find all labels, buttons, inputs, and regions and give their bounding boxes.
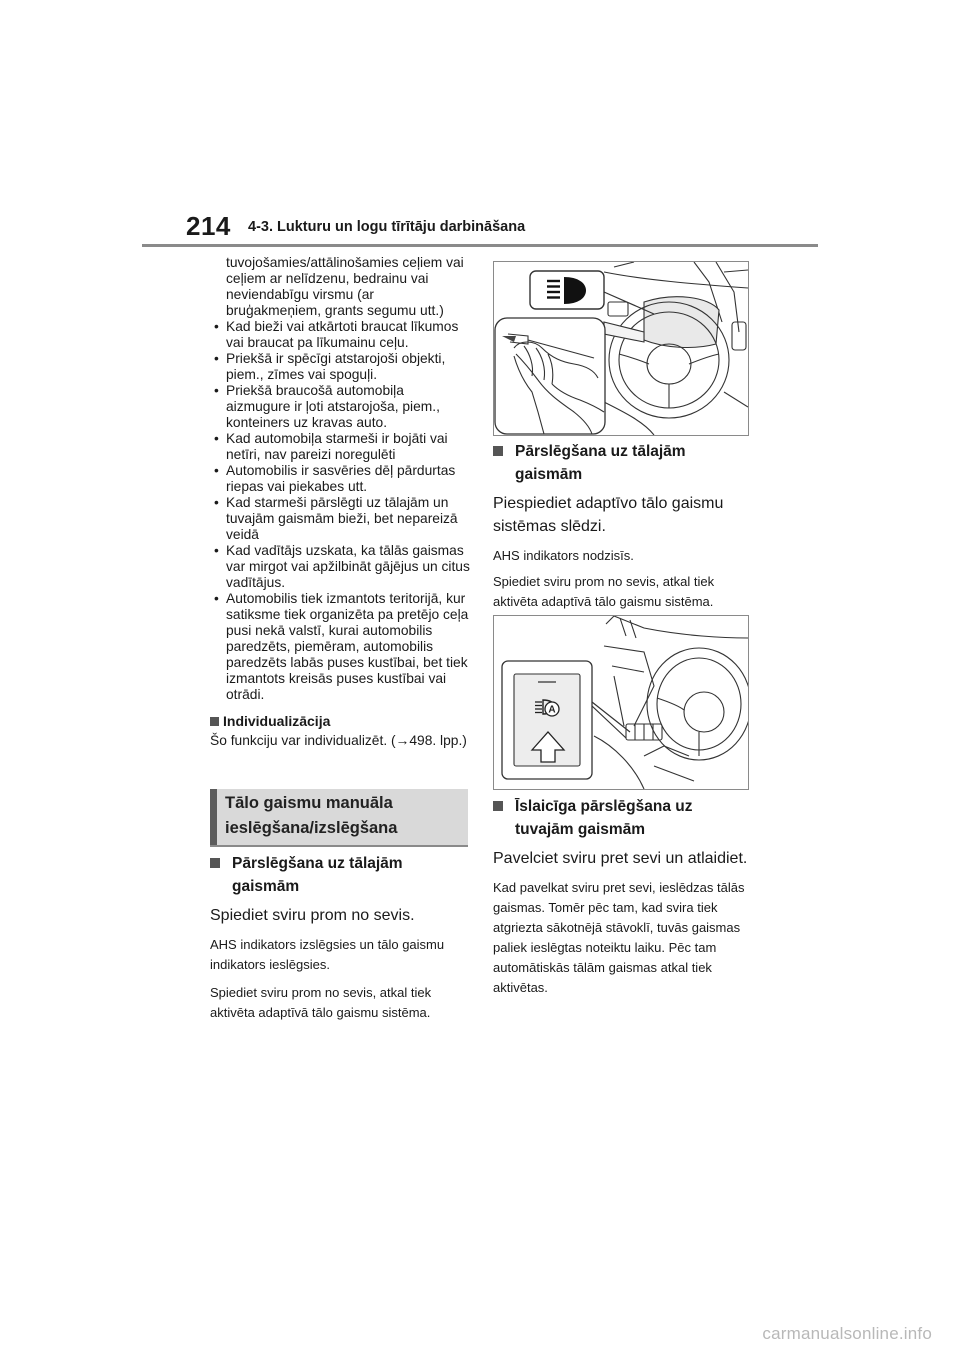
list-item: tuvojošamies/attālinošamies ceļiem vai ceļiem ar nelīdzenu, bedrainu vai neviendabīgu virsmu (ar bruģakmeņiem, grants segumu utt.) <box>226 255 464 318</box>
square-bullet-icon <box>210 858 220 868</box>
ahs-switch-illustration <box>493 615 749 790</box>
list-item: • Kad bieži vai atkārtoti braucat līkumos vai braucat pa līkumainu ceļu. <box>210 319 472 351</box>
header-divider <box>142 244 818 247</box>
section-heading: Tālo gaismu manuāla ieslēgšana/izslēgšana <box>225 794 398 837</box>
note-text: Spiediet sviru prom no sevis, atkal tiek aktivēta adaptīvā tālo gaismu sistēma. <box>493 574 715 609</box>
instruction-text: Piespiediet adaptīvo tālo gaismu sistēmas slēdzi. <box>493 495 724 535</box>
square-bullet-icon <box>493 446 503 456</box>
watermark: carmanualsonline.info <box>762 1324 932 1343</box>
note-text: AHS indikators nodzisīs. <box>493 548 634 563</box>
svg-text:A: A <box>548 704 556 716</box>
section-title: 4-3. Lukturu un logu tīrītāju darbināšana <box>248 219 526 235</box>
list-item: • Automobilis tiek izmantots teritorijā, kur satiksme tiek organizēta pa pretējo ceļa pusi nekā valstī, kurai automobilis paredzēts, piemēram, automobilis paredzēts labās puses kustībai, bet tiek izmantots kreisās puses kustībai vai otrādi. <box>210 591 472 703</box>
section-heading-box <box>210 789 468 845</box>
list-item: • Priekšā braucošā automobiļa aizmugure ir ļoti atstarojoša, piem., konteiners uz kravas auto. <box>210 383 472 431</box>
individualization-heading: Individualizācija <box>210 713 472 729</box>
list-item: • Priekšā ir spēcīgi atstarojoši objekti, piem., zīmes vai spoguļi. <box>210 351 472 383</box>
list-item: • Kad starmeši pārslēgti uz tālajām un tuvajām gaismām bieži, bet nepareizā veidā <box>210 495 472 543</box>
square-bullet-icon <box>210 717 219 726</box>
page-number: 214 <box>186 211 231 241</box>
flash-block <box>493 795 749 998</box>
note-text: AHS indikators izslēgsies un tālo gaismu indikators ieslēgsies. <box>210 937 445 972</box>
conditions-list <box>210 255 472 703</box>
note-text: Spiediet sviru prom no sevis, atkal tiek aktivēta adaptīvā tālo gaismu sistēma. <box>210 985 432 1020</box>
list-item: • Kad automobiļa starmeši ir bojāti vai netīri, nav pareizi noregulēti <box>210 431 472 463</box>
instruction-text: Pavelciet sviru pret sevi un atlaidiet. <box>493 850 748 867</box>
list-item: • Automobilis ir sasvēries dēļ pārdurtas riepas vai piekabes utt. <box>210 463 472 495</box>
lever-drawing <box>494 262 748 435</box>
square-bullet-icon <box>493 801 503 811</box>
subsection-heading: Īslaicīga pārslēgšana uz tuvajām gaismām <box>493 795 749 841</box>
switch-drawing <box>494 616 748 789</box>
instruction-text: Spiediet sviru prom no sevis. <box>210 907 415 924</box>
list-item: • Kad vadītājs uzskata, ka tālās gaismas var mirgot vai apžilbināt gājējus un citus vadītājus. <box>210 543 472 591</box>
subsection-heading: Pārslēgšana uz tālajām gaismām <box>210 852 472 898</box>
subsection-heading: Pārslēgšana uz tālajām gaismām <box>493 440 749 486</box>
manual-high-beam-block <box>210 852 472 1023</box>
lever-illustration <box>493 261 749 436</box>
note-text: Kad pavelkat sviru pret sevi, ieslēdzas tālās gaismas. Tomēr pēc tam, kad svira tiek atgriezta sākotnējā stāvoklī, tuvās gaismas paliek ieslēgtas noteiktu laiku. Pēc tam automātiskās tālām gaismas atkal tiek aktivētas. <box>493 880 745 995</box>
ahs-switch-block <box>493 440 749 612</box>
left-column <box>210 255 472 749</box>
section-divider <box>210 845 468 847</box>
individualization-text: Šo funkciju var individualizēt. (→498. lpp.) <box>210 733 467 748</box>
